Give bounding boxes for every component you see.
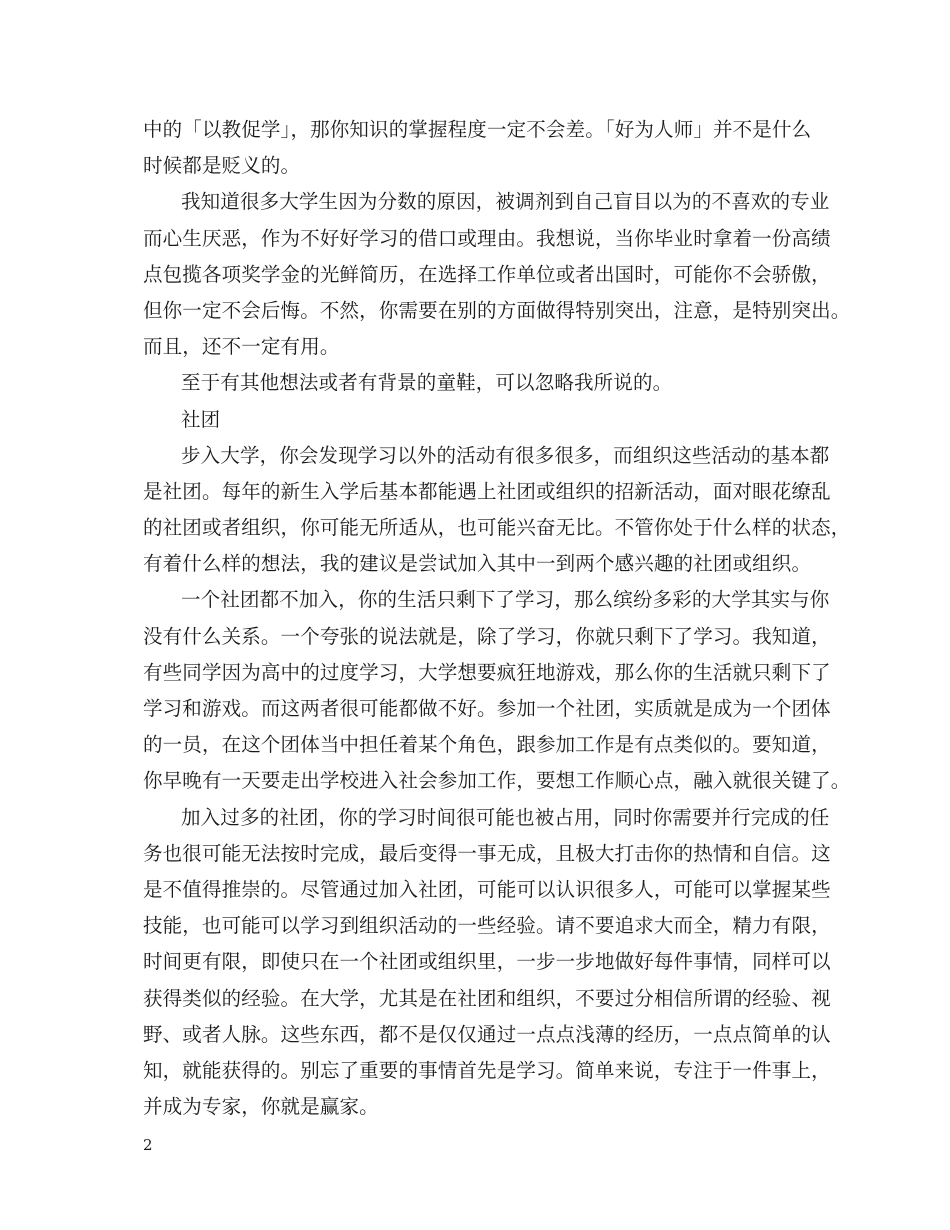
text-line: 时候都是贬义的。 <box>143 154 301 178</box>
text-line: 而心生厌恶，作为不好好学习的借口或理由。我想说，当你毕业时拿着一份高绩 <box>143 226 831 250</box>
text-line: 点包揽各项奖学金的光鲜简历，在选择工作单位或者出国时，可能你不会骄傲， <box>143 262 831 286</box>
text-line: 你早晚有一天要走出学校进入社会参加工作，要想工作顺心点，融入就很关键了。 <box>143 769 851 793</box>
text-line: 是不值得推崇的。尽管通过加入社团，可能可以认识很多人，可能可以掌握某些 <box>143 877 831 901</box>
text-line: 但你一定不会后悔。不然，你需要在别的方面做得特别突出，注意，是特别突出。 <box>143 298 851 322</box>
text-line: 至于有其他想法或者有背景的童鞋，可以忽略我所说的。 <box>181 371 673 395</box>
text-line: 没有什么关系。一个夸张的说法就是，除了学习，你就只剩下了学习。我知道， <box>143 624 831 648</box>
text-line: 一个社团都不加入，你的生活只剩下了学习，那么缤纷多彩的大学其实与你 <box>181 588 830 612</box>
text-line: 有着什么样的想法，我的建议是尝试加入其中一到两个感兴趣的社团或组织。 <box>143 552 812 576</box>
text-line: 技能，也可能可以学习到组织活动的一些经验。请不要追求大而全，精力有限， <box>143 914 831 938</box>
text-line: 是社团。每年的新生入学后基本都能遇上社团或组织的招新活动，面对眼花缭乱 <box>143 479 831 503</box>
document-body <box>143 112 851 1125</box>
text-line: 的一员，在这个团体当中担任着某个角色，跟参加工作是有点类似的。要知道， <box>143 733 831 757</box>
text-line: 而且，还不一定有用。 <box>143 335 340 359</box>
text-line: 步入大学，你会发现学习以外的活动有很多很多，而组织这些活动的基本都 <box>181 443 830 467</box>
text-line: 社团 <box>181 407 221 431</box>
text-line: 并成为专家，你就是赢家。 <box>143 1095 379 1119</box>
text-line: 中的「以教促学」，那你知识的掌握程度一定不会差。「好为人师」并不是什么 <box>143 118 812 141</box>
text-line: 知，就能获得的。别忘了重要的事情首先是学习。简单来说，专注于一件事上， <box>143 1058 831 1082</box>
text-line: 学习和游戏。而这两者很可能都做不好。参加一个社团，实质就是成为一个团体 <box>143 697 831 720</box>
text-line: 务也很可能无法按时完成，最后变得一事无成，且极大打击你的热情和自信。这 <box>143 841 831 865</box>
text-line: 时间更有限，即使只在一个社团或组织里，一步一步地做好每件事情，同样可以 <box>143 950 831 974</box>
page-number: 2 <box>143 1136 153 1154</box>
text-line: 的社团或者组织，你可能无所适从，也可能兴奋无比。不管你处于什么样的状态， <box>143 516 851 540</box>
text-line: 有些同学因为高中的过度学习，大学想要疯狂地游戏，那么你的生活就只剩下了 <box>143 660 831 684</box>
text-line: 获得类似的经验。在大学，尤其是在社团和组织，不要过分相信所谓的经验、视 <box>143 986 831 1010</box>
text-line: 野、或者人脉。这些东西，都不是仅仅通过一点点浅薄的经历，一点点简单的认 <box>143 1022 831 1046</box>
text-line: 加入过多的社团，你的学习时间很可能也被占用，同时你需要并行完成的任 <box>181 805 830 829</box>
text-line: 我知道很多大学生因为分数的原因，被调剂到自己盲目以为的不喜欢的专业 <box>181 190 830 214</box>
